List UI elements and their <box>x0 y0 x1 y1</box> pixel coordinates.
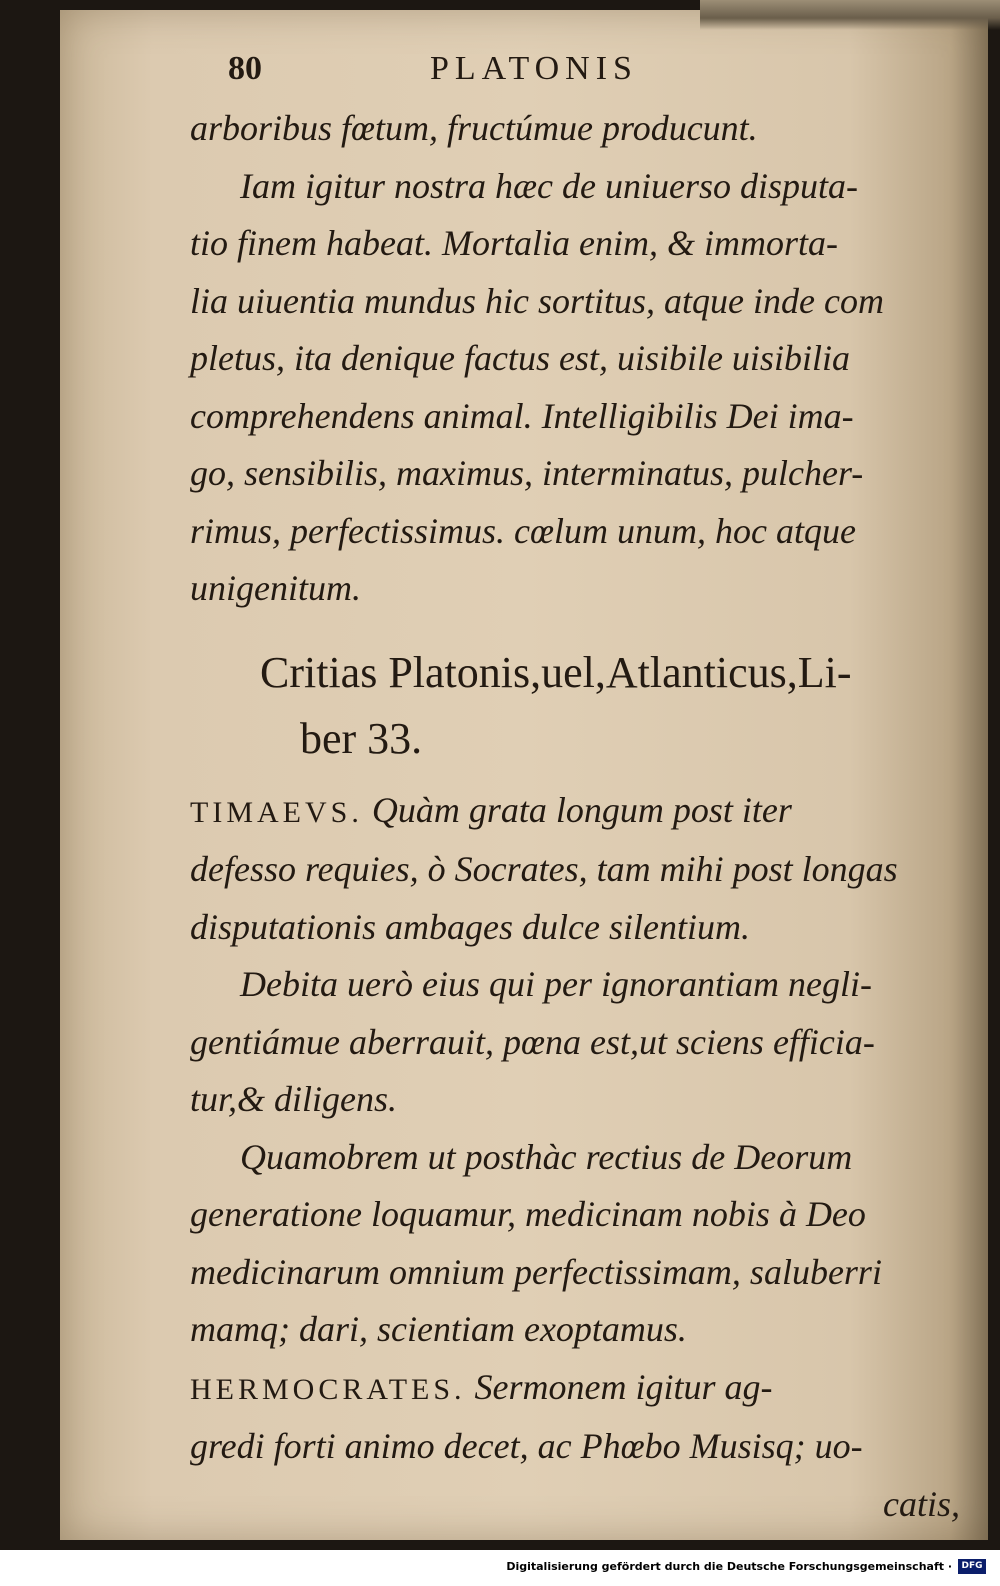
text-line: Sermonem igitur ag- <box>474 1366 773 1407</box>
heading-line: ber 33. <box>300 713 423 763</box>
text-line: lia uiuentia mundus hic sortitus, atque inde com <box>190 280 884 321</box>
funding-credit: Digitalisierung gefördert durch die Deutsche Forschungsgemeinschaft · <box>506 1560 952 1573</box>
text-line: pletus, ita denique factus est, uisibile uisibilia <box>190 338 850 378</box>
section-heading <box>190 640 960 772</box>
text-line: arboribus fœtum, fructúmue producunt. <box>190 108 758 148</box>
text-line: unigenitum. <box>190 568 361 608</box>
footer-bar <box>0 1550 1000 1586</box>
text-line: Quamobrem ut posthàc rectius de Deorum <box>240 1136 853 1177</box>
text-line: gentiámue aberrauit, pœna est,ut sciens efficia- <box>190 1021 875 1062</box>
paragraph-4 <box>190 956 960 1129</box>
text-line: rimus, perfectissimus. cœlum unum, hoc atque <box>190 510 856 551</box>
speaker-timaeus: TIMAEVS. <box>190 795 363 829</box>
text-line: disputationis ambages dulce silentium. <box>190 906 750 947</box>
running-head <box>190 40 960 100</box>
text-line: Quàm grata longum post iter <box>371 789 792 830</box>
text-line: gredi forti animo decet, ac Phœbo Musisq; uo- <box>190 1426 863 1466</box>
text-line: Debita uerò eius qui per ignorantiam negli- <box>240 964 872 1004</box>
page-number: 80 <box>228 50 262 87</box>
paragraph-2 <box>190 158 960 618</box>
text-block <box>190 40 960 1533</box>
text-line: defesso requies, ò Socrates, tam mihi post longas <box>190 849 898 889</box>
text-line: comprehendens animal. Intelligibilis Dei ima- <box>190 395 854 436</box>
text-line: medicinarum omnium perfectissimam, saluberri <box>190 1251 882 1292</box>
text-line: mamq; dari, scientiam exoptamus. <box>190 1309 687 1349</box>
text-line: tur,& diligens. <box>190 1079 398 1119</box>
paragraph-3 <box>190 782 960 957</box>
text-line: Iam igitur nostra hæc de uniuerso disputa- <box>240 165 858 206</box>
speaker-hermocrates: HERMOCRATES. <box>190 1372 466 1406</box>
paragraph-5 <box>190 1129 960 1359</box>
paragraph-6 <box>190 1359 960 1534</box>
text-line: go, sensibilis, maximus, interminatus, pulcher- <box>190 453 864 493</box>
catchword: catis, <box>883 1483 960 1524</box>
text-line: generatione loquamur, medicinam nobis à Deo <box>190 1194 866 1234</box>
running-title: PLATONIS <box>430 50 638 87</box>
text-line: tio finem habeat. Mortalia enim, & immorta- <box>190 223 838 263</box>
heading-line: Critias Platonis,uel,Atlanticus,Li- <box>260 647 852 697</box>
dfg-logo: DFG <box>958 1559 986 1574</box>
page-edge-shadow <box>700 0 1000 30</box>
paragraph-1 <box>190 100 960 158</box>
